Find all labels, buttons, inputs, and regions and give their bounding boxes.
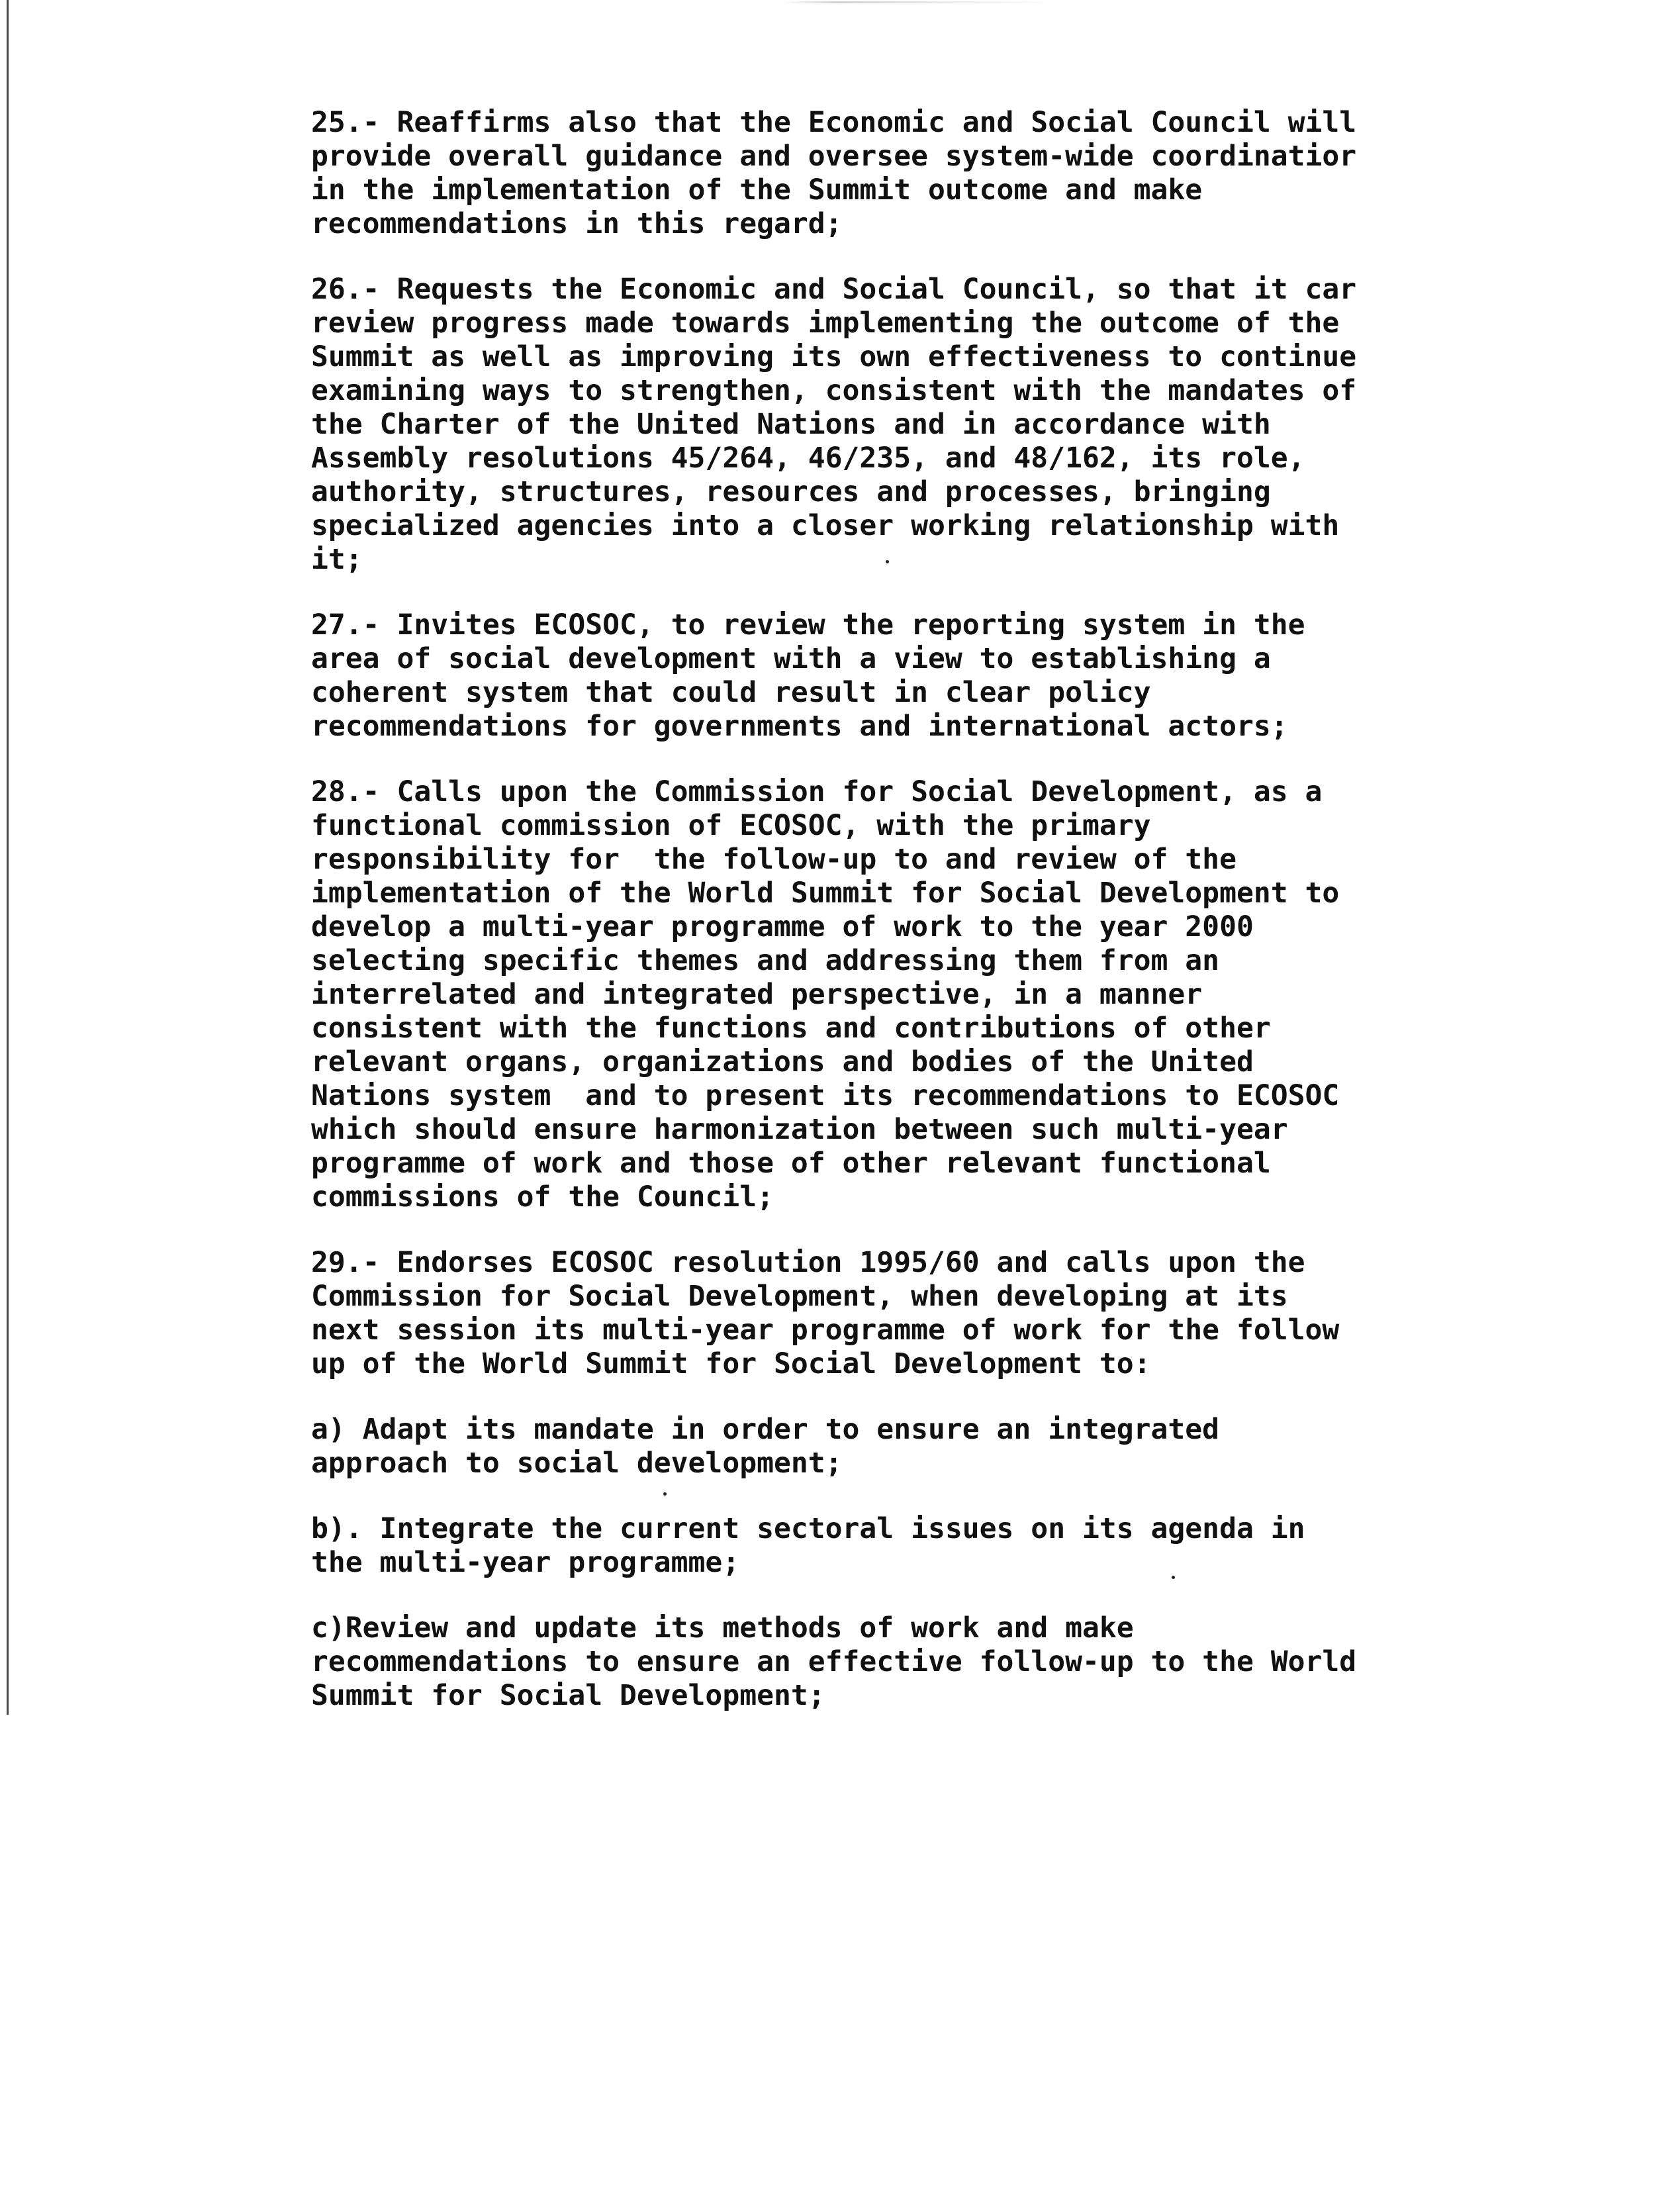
paragraph-25: 25.- Reaffirms also that the Economic and Social Council will provide overall guidance and oversee system-wide coordinatior in the implementation of the Summit outcome and make recommendations in this regard; <box>311 106 1357 240</box>
item-b: b). Integrate the current sectoral issues on its agenda in the multi-year programme; <box>311 1512 1305 1579</box>
document-body <box>311 106 1489 1745</box>
scan-speck <box>886 560 889 563</box>
paragraph-26: 26.- Requests the Economic and Social Council, so that it car review progress made towards implementing the outcome of the Summit as well as improving its own effectiveness to continue examining ways to strengthen, consistent with the mandates of the Charter of the United Nations and in accordance with Assembly resolutions 45/264, 46/235, and 48/162, its role, authority, structures, resources and processes, bringing specialized agencies into a closer working relationship with it; <box>311 273 1357 576</box>
paragraph-27: 27.- Invites ECOSOC, to review the reporting system in the area of social development with a view to establishing a coherent system that could result in clear policy recommendations for governments and international actors; <box>311 608 1305 743</box>
paragraph-29: 29.- Endorses ECOSOC resolution 1995/60 and calls upon the Commission for Social Development, when developing at its next session its multi-year programme of work for the follow up of the World Summit for Social Development to: <box>311 1246 1340 1380</box>
scan-smudge <box>781 1 1059 3</box>
paragraph-28: 28.- Calls upon the Commission for Social Development, as a functional commission of ECOSOC, with the primary responsibility for the follow-up to and review of the implementation of the World Summit for Social Development to develop a multi-year programme of work to the year 2000 selecting specific themes and addressing them from an interrelated and integrated perspective, in a manner consistent with the functions and contributions of other relevant organs, organizations and bodies of the United Nations system and to present its recommendations to ECOSOC which should ensure harmonization between such multi-year programme of work and those of other relevant functional commissions of the Council; <box>311 775 1340 1214</box>
item-c: c)Review and update its methods of work and make recommendations to ensure an effective follow-up to the World Summit for Social Development; <box>311 1611 1357 1712</box>
item-a: a) Adapt its mandate in order to ensure an integrated approach to social development; <box>311 1413 1220 1480</box>
scan-speck <box>1172 1576 1175 1579</box>
scan-left-edge <box>7 0 9 1715</box>
scan-speck <box>663 1492 667 1496</box>
